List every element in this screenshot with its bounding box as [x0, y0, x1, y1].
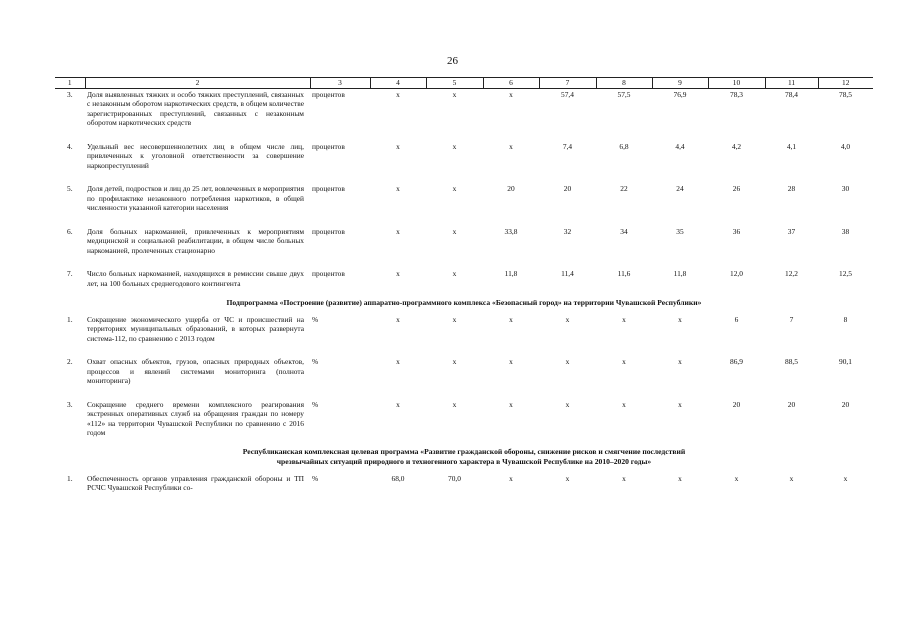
row-number: 1.	[67, 314, 73, 324]
section-title	[55, 296, 873, 314]
column-header: 10	[708, 78, 765, 89]
value-cell: 32	[563, 226, 572, 236]
section-title-line: Подпрограмма «Построение (развитие) аппаратно-программного комплекса «Безопасный город» на территории Чувашской Республики»	[226, 298, 702, 308]
row-spacer	[55, 128, 873, 141]
value-cell: х	[396, 399, 400, 409]
page-number: 26	[447, 55, 458, 67]
value-cell: х	[452, 357, 457, 367]
value-cell: 20	[507, 184, 515, 194]
value-cell: х	[678, 314, 682, 324]
value-cell: х	[734, 473, 739, 483]
value-cell: 24	[676, 184, 684, 194]
row-number: 1.	[67, 473, 73, 483]
indicators-table	[55, 77, 873, 493]
indicator-name: Число больных наркоманией, находящихся в ремиссии свыше двух лет, на 100 больных среднегодового контингента	[87, 269, 304, 288]
spacer-cell	[55, 437, 873, 445]
value-cell: 4,4	[675, 141, 685, 151]
unit-cell: %	[312, 399, 319, 409]
row-number: 7.	[67, 269, 73, 279]
value-cell: 30	[841, 184, 850, 194]
unit-cell: процентов	[312, 269, 345, 279]
column-header: 12	[818, 78, 873, 89]
value-cell: 6,8	[619, 141, 629, 151]
value-cell: х	[622, 473, 626, 483]
value-cell: 37	[787, 226, 796, 236]
value-cell: х	[678, 399, 682, 409]
indicator-name: Удельный вес несовершеннолетних лиц в общем числе лиц, привлеченных к уголовной ответственности за совершение наркопреступлений	[87, 141, 304, 170]
value-cell: х	[396, 269, 400, 279]
table-row	[55, 356, 873, 385]
value-cell: 33,8	[504, 226, 518, 236]
table-row	[55, 268, 873, 288]
row-spacer	[55, 386, 873, 399]
table-row	[55, 141, 873, 170]
column-header: 9	[652, 78, 708, 89]
spacer-cell	[55, 288, 873, 296]
value-cell: 38	[841, 226, 850, 236]
spacer-cell	[55, 170, 873, 183]
value-cell: 28	[787, 184, 796, 194]
value-cell: х	[396, 141, 400, 151]
section-title-row	[55, 296, 873, 314]
value-cell: 76,9	[673, 90, 687, 99]
column-header: 7	[539, 78, 596, 89]
value-cell: х	[452, 269, 457, 279]
value-cell: 20	[732, 399, 741, 409]
column-header: 1	[55, 78, 85, 89]
value-cell: х	[843, 473, 848, 483]
row-spacer	[55, 343, 873, 356]
value-cell: х	[396, 357, 400, 367]
value-cell: х	[678, 473, 682, 483]
section-title	[55, 445, 873, 472]
value-cell: х	[452, 226, 457, 236]
value-cell: 6	[734, 314, 739, 324]
value-cell: 12,2	[785, 269, 798, 279]
value-cell: х	[565, 473, 570, 483]
value-cell: х	[678, 357, 682, 367]
value-cell: х	[509, 473, 513, 483]
value-cell: 7,4	[562, 141, 573, 151]
value-cell: х	[396, 184, 400, 194]
section-title-row	[55, 445, 873, 472]
value-cell: 86,9	[730, 357, 743, 367]
value-cell: х	[396, 90, 400, 99]
unit-cell: %	[312, 473, 319, 483]
indicator-name: Обеспеченность органов управления гражданской обороны и ТП РСЧС Чувашской Республики со-	[87, 473, 304, 493]
table-row	[55, 183, 873, 212]
value-cell: х	[509, 399, 513, 409]
value-cell: 26	[732, 184, 741, 194]
value-cell: 36	[732, 226, 741, 236]
value-cell: 68,0	[391, 473, 405, 483]
row-number: 5.	[67, 184, 73, 194]
value-cell: 8	[843, 314, 848, 324]
section-title-line: чрезвычайных ситуаций природного и техногенного характера в Чувашской Республике на 2010–2020 годы»	[276, 457, 652, 467]
section-title-line: Республиканская комплексная целевая программа «Развитие гражданской обороны, снижение рисков и смягчение последствий	[242, 447, 686, 457]
value-cell: 34	[620, 226, 628, 236]
unit-cell: процентов	[312, 226, 345, 236]
value-cell: 12,0	[730, 269, 743, 279]
row-spacer	[55, 213, 873, 226]
value-cell: 78,3	[730, 90, 743, 99]
value-cell: х	[452, 90, 457, 99]
spacer-cell	[55, 343, 873, 356]
value-cell: х	[622, 399, 626, 409]
value-cell: х	[396, 314, 400, 324]
table-row	[55, 89, 873, 128]
row-spacer	[55, 255, 873, 268]
row-number: 3.	[67, 399, 73, 409]
indicator-name: Сокращение экономического ущерба от ЧС и происшествий на территориях муниципальных образований, в которых развернута система-112, по сравнению с 2013 годом	[87, 314, 304, 343]
unit-cell: процентов	[312, 90, 345, 99]
value-cell: 20	[563, 184, 572, 194]
value-cell: 11,8	[504, 269, 518, 279]
value-cell: 12,5	[839, 269, 852, 279]
value-cell: 57,5	[617, 90, 631, 99]
column-header: 11	[765, 78, 818, 89]
value-cell: х	[565, 399, 570, 409]
indicator-name: Сокращение среднего времени комплексного реагирования экстренных оперативных служб на обращения граждан по номеру «112» на территории Чувашской Республики по сравнению с 2016 годом	[87, 399, 304, 437]
column-header: 6	[483, 78, 539, 89]
value-cell: х	[452, 141, 457, 151]
value-cell: 20	[841, 399, 850, 409]
table-row	[55, 399, 873, 438]
column-header: 8	[596, 78, 652, 89]
value-cell: 4,1	[786, 141, 797, 151]
spacer-cell	[55, 386, 873, 399]
row-spacer	[55, 170, 873, 183]
value-cell: 11,4	[561, 269, 574, 279]
value-cell: х	[396, 226, 400, 236]
value-cell: 78,5	[839, 90, 852, 99]
unit-cell: процентов	[312, 141, 345, 151]
value-cell: х	[622, 314, 626, 324]
unit-cell: %	[312, 314, 319, 324]
value-cell: 22	[620, 184, 628, 194]
column-header: 5	[426, 78, 483, 89]
table-row	[55, 226, 873, 255]
indicator-name: Доля детей, подростков и лиц до 25 лет, вовлеченных в мероприятия по профилактике незаконного потребления наркотиков, в общей численности указанной категории населения	[87, 184, 304, 213]
row-number: 2.	[67, 357, 73, 367]
value-cell: х	[509, 314, 513, 324]
row-spacer	[55, 288, 873, 296]
value-cell: х	[509, 357, 513, 367]
value-cell: 11,6	[617, 269, 631, 279]
value-cell: х	[789, 473, 794, 483]
value-cell: х	[452, 314, 457, 324]
value-cell: х	[565, 314, 570, 324]
row-spacer	[55, 437, 873, 445]
table-row	[55, 473, 873, 493]
row-number: 4.	[67, 141, 73, 151]
value-cell: х	[565, 357, 570, 367]
column-header: 2	[85, 78, 310, 89]
table-row	[55, 314, 873, 343]
value-cell: 35	[676, 226, 684, 236]
value-cell: х	[452, 399, 457, 409]
value-cell: 20	[787, 399, 796, 409]
value-cell: 4,0	[840, 141, 851, 151]
value-cell: 88,5	[785, 357, 798, 367]
spacer-cell	[55, 213, 873, 226]
unit-cell: процентов	[312, 184, 345, 194]
indicator-name: Доля больных наркоманией, привлеченных к мероприятиям медицинской и социальной реабилитации, в общем числе больных наркоманией, пролеченных стационарно	[87, 226, 304, 255]
column-header: 4	[370, 78, 426, 89]
indicator-name: Охват опасных объектов, грузов, опасных природных объектов, процессов и явлений системами мониторинга (полнота мониторинга)	[87, 357, 304, 386]
value-cell: х	[452, 184, 457, 194]
spacer-cell	[55, 255, 873, 268]
value-cell: 90,1	[839, 357, 852, 367]
value-cell: 78,4	[785, 90, 798, 99]
value-cell: 11,8	[673, 269, 687, 279]
table-header-row	[55, 78, 873, 89]
spacer-cell	[55, 128, 873, 141]
value-cell: 4,2	[731, 141, 742, 151]
unit-cell: %	[312, 357, 319, 367]
value-cell: х	[622, 357, 626, 367]
row-number: 6.	[67, 226, 73, 236]
indicator-name: Доля выявленных тяжких и особо тяжких преступлений, связанных с незаконным оборотом наркотических средств, в общем количестве зарегистрированных преступлений, связанных с незаконным оборотом наркотических средств	[87, 90, 304, 128]
value-cell: х	[509, 141, 513, 151]
value-cell: 7	[789, 314, 794, 324]
column-header: 3	[310, 78, 370, 89]
value-cell: х	[509, 90, 513, 99]
value-cell: 57,4	[561, 90, 574, 99]
value-cell: 70,0	[448, 473, 461, 483]
row-number: 3.	[67, 90, 73, 99]
